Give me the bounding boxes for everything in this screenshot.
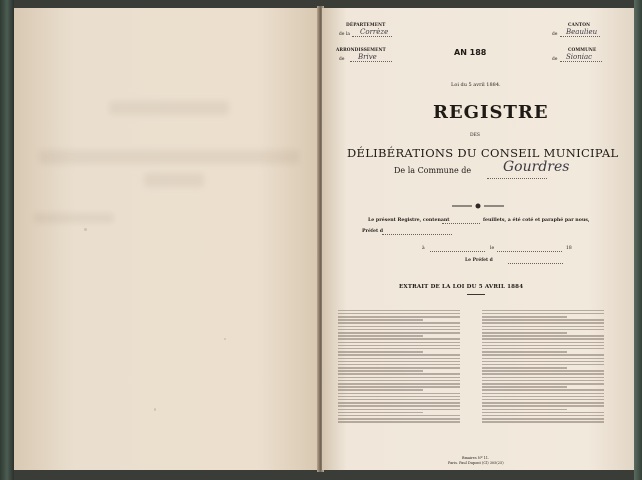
paper-stain bbox=[224, 338, 226, 340]
right-page bbox=[322, 8, 634, 470]
canton-label: CANTON bbox=[568, 23, 591, 28]
place-line bbox=[430, 251, 485, 252]
commune-prefix: de bbox=[552, 57, 558, 62]
arrondissement-underline bbox=[350, 61, 392, 62]
prefet-line bbox=[382, 234, 452, 235]
commune-value: Sioniac bbox=[566, 53, 593, 61]
feuillets-text: feuillets, a été coté et paraphé par nous, bbox=[483, 218, 590, 223]
book-binding-right bbox=[634, 0, 642, 480]
book-binding-left bbox=[0, 0, 14, 480]
paper-stain bbox=[154, 408, 156, 411]
extract-text-column-left bbox=[338, 308, 460, 448]
year-18-label: 18 bbox=[566, 246, 572, 251]
le-prefet-line bbox=[508, 263, 563, 264]
commune-line-prefix: De la Commune de bbox=[394, 166, 472, 175]
canton-prefix: de bbox=[552, 32, 558, 37]
arrondissement-prefix: de bbox=[339, 57, 345, 62]
year-label: AN 188 bbox=[454, 48, 487, 57]
arrondissement-value: Brive bbox=[358, 53, 377, 61]
arrondissement-label: ARRONDISSEMENT bbox=[336, 48, 386, 53]
law-reference: Loi du 5 avril 1884. bbox=[451, 82, 501, 88]
extract-text-column-right bbox=[482, 308, 604, 448]
departement-value: Corrèze bbox=[360, 28, 389, 36]
commune-underline bbox=[560, 61, 602, 62]
departement-label: DÉPARTEMENT bbox=[346, 23, 386, 28]
ornament-divider bbox=[452, 194, 504, 200]
commune-name-handwritten: Gourdres bbox=[503, 159, 570, 175]
departement-underline bbox=[352, 36, 392, 37]
register-title: REGISTRE bbox=[433, 102, 549, 123]
des-label: DES bbox=[470, 133, 480, 138]
le-label: le bbox=[490, 246, 495, 251]
left-page bbox=[14, 8, 319, 470]
register-subtitle: DÉLIBÉRATIONS DU CONSEIL MUNICIPAL bbox=[347, 146, 619, 160]
date-line bbox=[497, 251, 562, 252]
extract-rule bbox=[467, 294, 485, 295]
show-through-line bbox=[34, 213, 114, 223]
a-label: à bbox=[422, 246, 425, 251]
footer-printer: Paris. Paul Dupont (Cl) 305(25) bbox=[448, 461, 504, 465]
departement-prefix: de la bbox=[339, 32, 351, 37]
paper-stain bbox=[84, 228, 87, 231]
le-prefet-label: Le Préfet d bbox=[465, 258, 493, 263]
canton-value: Beaulieu bbox=[566, 28, 598, 36]
present-register-text: Le présent Registre, contenant bbox=[368, 218, 450, 223]
show-through-subtitle bbox=[39, 150, 299, 164]
canton-underline bbox=[560, 36, 600, 37]
footer-note: Bmaires Nº 11. bbox=[462, 456, 490, 460]
show-through-title bbox=[109, 101, 229, 115]
feuillets-count-line bbox=[442, 223, 480, 224]
prefet-label: Préfet d bbox=[362, 229, 384, 234]
commune-label: COMMUNE bbox=[568, 48, 597, 53]
show-through-commune bbox=[144, 173, 204, 187]
extract-title: EXTRAIT DE LA LOI DU 5 AVRIL 1884 bbox=[399, 284, 524, 290]
commune-name-underline bbox=[487, 178, 547, 179]
